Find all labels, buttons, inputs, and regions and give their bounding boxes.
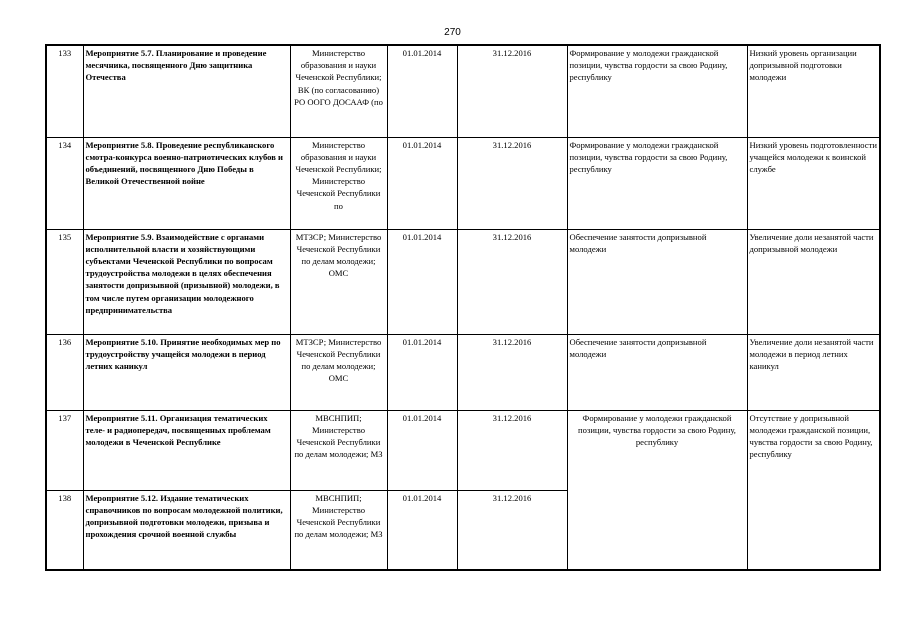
end-date: 31.12.2016 — [457, 334, 567, 410]
executor — [290, 137, 387, 229]
start-date: 01.01.2014 — [387, 334, 457, 410]
table-row — [46, 334, 880, 410]
end-date: 31.12.2016 — [457, 490, 567, 570]
start-date: 01.01.2014 — [387, 229, 457, 334]
table-row — [46, 137, 880, 229]
row-number: 138 — [46, 490, 83, 570]
end-date: 31.12.2016 — [457, 45, 567, 137]
start-date: 01.01.2014 — [387, 45, 457, 137]
start-date: 01.01.2014 — [387, 137, 457, 229]
expected-result: Обеспечение занятости допризывной молодежи — [567, 229, 747, 334]
end-date: 31.12.2016 — [457, 229, 567, 334]
event-name: Мероприятие 5.11. Организация тематических теле- и радиопередач, посвященных проблемам молодежи в Чеченской Республике — [83, 410, 290, 490]
indicator: Низкий уровень подготовленности учащейся молодежи к воинской службе — [747, 137, 880, 229]
executor-text: Министерство образования и науки Чеченской Республики; Министерство Чеченской Республики по — [295, 139, 382, 211]
executor: МВСНПИП; Министерство Чеченской Республики по делам молодежи; МЗ — [290, 410, 387, 490]
expected-result: Формирование у молодежи гражданской позиции, чувства гордости за свою Родину, республику — [567, 45, 747, 137]
event-name: Мероприятие 5.10. Принятие необходимых мер по трудоустройству учащейся молодежи в период летних каникул — [83, 334, 290, 410]
executor: МТЗСР; Министерство Чеченской Республики по делам молодежи; ОМС — [290, 229, 387, 334]
row-number: 135 — [46, 229, 83, 334]
activities-table — [45, 44, 881, 571]
event-name: Мероприятие 5.12. Издание тематических справочников по вопросам молодежной политики, допризывной подготовки молодежи, призыва и прохождения срочной военной службы — [83, 490, 290, 570]
start-date: 01.01.2014 — [387, 410, 457, 490]
start-date: 01.01.2014 — [387, 490, 457, 570]
table-row — [46, 229, 880, 334]
row-number: 134 — [46, 137, 83, 229]
row-number: 133 — [46, 45, 83, 137]
executor: МВСНПИП; Министерство Чеченской Республики по делам молодежи; МЗ — [290, 490, 387, 570]
merged-expected-result: Формирование у молодежи гражданской позиции, чувства гордости за свою Родину, республику — [567, 410, 747, 570]
merged-indicator: Отсутствие у допризывной молодежи гражданской позиции, чувства гордости за свою Родину, республику — [747, 410, 880, 570]
end-date: 31.12.2016 — [457, 410, 567, 490]
row-number: 137 — [46, 410, 83, 490]
row-number: 136 — [46, 334, 83, 410]
end-date: 31.12.2016 — [457, 137, 567, 229]
executor-text: Министерство образования и науки Чеченской Республики; ВК (по согласованию) РО ООГО ДОСААФ (по — [294, 48, 383, 107]
indicator: Увеличение доли незанятой части допризывной молодежи — [747, 229, 880, 334]
page-number: 270 — [444, 27, 461, 38]
executor: МТЗСР; Министерство Чеченской Республики по делам молодежи; ОМС — [290, 334, 387, 410]
indicator: Увеличение доли незанятой части молодежи в период летних каникул — [747, 334, 880, 410]
event-name: Мероприятие 5.9. Взаимодействие с органами исполнительной власти и хозяйствующими субъектами Чеченской Республики по вопросам трудоустройства молодежи в целях обеспечения занятости допризывной (призывной) молодежи, в том числе путем организации молодежного предпринимательства — [83, 229, 290, 334]
indicator: Низкий уровень организации допризывной подготовки молодежи — [747, 45, 880, 137]
event-name: Мероприятие 5.7. Планирование и проведение месячника, посвященного Дню защитника Отечества — [83, 45, 290, 137]
expected-result: Обеспечение занятости допризывной молодежи — [567, 334, 747, 410]
executor — [290, 45, 387, 137]
event-name: Мероприятие 5.8. Проведение республиканского смотра-конкурса военно-патриотических клубов и объединений, посвященного Дню Победы в Великой Отечественной войне — [83, 137, 290, 229]
expected-result: Формирование у молодежи гражданской позиции, чувства гордости за свою Родину, республику — [567, 137, 747, 229]
table-row — [46, 45, 880, 137]
table-row — [46, 410, 880, 490]
